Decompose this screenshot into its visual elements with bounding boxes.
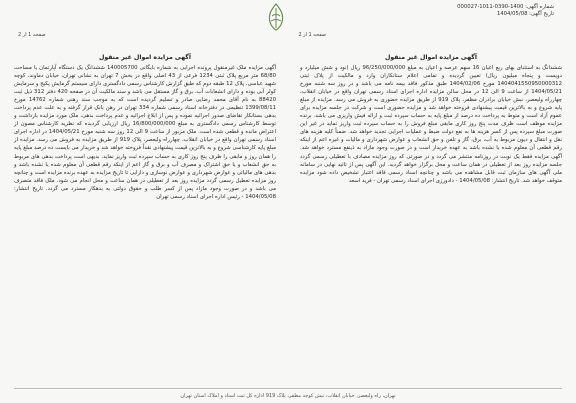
notice-number-row: شماره آگهی: 1400-0390-1011-000027 bbox=[457, 4, 554, 10]
notice-meta bbox=[457, 4, 554, 19]
notice-column-right bbox=[300, 54, 562, 378]
notice-body-left: آگهی مزایده ملک غیرمنقول پرونده اجرایی به شماره بایگانی 140005700 ششدانگ یک دستگاه آپارتمان با مساحت 68/80 متر مربع پلاک ثبتی 1234 فرعی از 43 اصلی واقع در بخش 7 تهران به نشانی تهران، خیابان دماوند، کوچه شهید عباسی، پلاک 12 طبقه دوم که طبق گزارش کارشناس رسمی دادگستری دارای سیستم گرمایش پکیج و سرمایش کولر آبی بوده و دارای انشعابات آب، برق و گاز مستقل می باشد و سند مالکیت آن در صفحه 420 دفتر 312 ذیل ثبت 88420 به نام آقای محمد رضایی صادر و تسلیم گردیده است که به موجب سند رهنی شماره 14762 مورخ 1399/08/11 تنظیمی در دفترخانه اسناد رسمی شماره 334 تهران در رهن بانک قرار گرفته و به علت عدم پرداخت بدهی بستانکار تقاضای صدور اجرائیه نموده و پس از ابلاغ اجرائیه و عدم پرداخت بدهی، ملک مورد مزایده بازداشت و توسط کارشناس رسمی دادگستری به مبلغ 16/800/000/000 ریال ارزیابی گردیده که نظریه کارشناس مصون از اعتراض مانده و قطعی شده است. ملک مزبور از ساعت 9 الی 12 روز سه شنبه مورخ 1404/05/21 در اداره اجرای اسناد رسمی تهران واقع در خیابان انقلاب، چهارراه ولیعصر، پلاک 919 از طریق مزایده به فروش می رسد. مزایده از مبلغ پایه کارشناسی شروع و به بالاترین قیمت پیشنهادی نقداً فروخته خواهد شد و خریدار می بایست ده درصد مبلغ پایه را همان روز و مابقی را ظرف پنج روز کاری به حساب سپرده ثبت واریز نماید. بدیهی است پرداخت بدهی های مربوط به حق انشعاب و یا حق اشتراک و مصرف آب و برق و گاز اعم از اینکه رقم قطعی آن معلوم شده یا نشده باشد و بدهی های مالیاتی و عوارض شهرداری و عوارض نوسازی و دارایی تا تاریخ مزایده به عهده برنده مزایده است و چنانچه روز مزایده تعطیل رسمی گردد مزایده روز بعد از تعطیلی در همان ساعت و محل انجام می شود. ملک فاقد متصرف می باشد و در صورت وجود مازاد پس از کسر طلب و حقوق دولتی به بدهکار مسترد می گردد. تاریخ انتشار: 1404/05/08 - رئیس اداره اجرای اسناد رسمی تهران bbox=[14, 65, 277, 200]
notice-date-row: تاریخ آگهی: 1404/05/08 bbox=[496, 11, 554, 18]
page-indicator-right: صفحه 1 از 2 bbox=[298, 32, 326, 38]
page-indicator-left: صفحه 1 از 2 bbox=[18, 32, 46, 38]
notice-number-value: 1400-0390-1011-000027 bbox=[457, 4, 524, 10]
notice-title-right: آگهی مزایده اموال غیر منقول bbox=[384, 54, 477, 61]
emblem-icon bbox=[262, 2, 290, 32]
notice-column-left bbox=[14, 54, 276, 378]
notice-date-value: 1404/05/08 bbox=[496, 11, 528, 18]
notice-title-left: آگهی مزایده اموال غیر منقول bbox=[98, 54, 191, 61]
notice-date-label: تاریخ آگهی bbox=[530, 11, 554, 18]
notice-number-label: شماره آگهی bbox=[527, 4, 554, 10]
footer-address: تهران، راه ولیعصر، خیابان انقلاب، نبش کوچه مظفر، پلاک 919 اداره کل ثبت اسناد و املاک استان تهران bbox=[180, 393, 396, 399]
notice-body-right: ششدانگ به استثنای بهای ربع اعیان 16 سهم عرصه و اعیان به مبلغ 96/250/000/000 ریال (نود و شش میلیارد و دویست و پنجاه میلیون ریال) تعیین گردیده و تمامی اعلام ستانکاران وارد و مالکیت از پلاک ثبتی 1404041550950000312 مورخ 1404/02/06 طبق مذکور فاقد بیمه نامه می باشد و در روز سه شنبه مورخ 1404/05/21 از ساعت 9 الی 12 در محل سالن مزایده اداره اجرای اسناد رسمی تهران واقع در خیابان انقلاب، چهارراه ولیعصر، نبش خیابان برادران مظفر، پلاک 919 از طریق مزایده حضوری به فروش می رسد. مزایده از مبلغ پایه شروع و به بالاترین قیمت پیشنهادی فروخته خواهد شد و مزایده حضوری است و شرکت در جلسه مزایده برای عموم آزاد است و منوط به پرداخت ده درصد از مبلغ پایه به حساب سپرده ثبت و ارائه فیش واریزی می باشد. برنده مزایده موظف است ظرف مدت پنج روز کاری مابقی مبلغ فروش را به حساب سپرده ثبت واریز نماید در غیر این صورت مبلغ سپرده پس از کسر هزینه ها به نفع دولت ضبط و عملیات اجرایی تجدید خواهد شد. ضمناً کلیه هزینه های نقل و انتقال و دیون مربوط به آب، برق، گاز و تلفن و حق انشعاب و عوارض شهرداری و مالیات و غیره اعم از اینکه رقم قطعی آن معلوم شده یا نشده باشد به عهده خریدار است و در صورت وجود مازاد به ذینفع مسترد خواهد شد. آگهی مزایده فقط یک نوبت در روزنامه منتشر می گردد و در صورتی که روز مزایده مصادف با تعطیلی رسمی گردد جلسه مزایده روز بعد از تعطیلی در همان ساعت و محل برگزار خواهد گردید. این آگهی پس از تائید نهایی در سامانه ملی آگهی های سازمان ثبت قابل مشاهده می باشد و چنانچه اسناد رسمی فاقد اعتبار تشخیص داده شود مزایده متوقف خواهد شد. تاریخ انتشار: 1404/05/08 - دادورزی اجرای اسناد رسمی تهران - فرید اسعد bbox=[300, 65, 563, 184]
header bbox=[0, 0, 576, 40]
footer-divider bbox=[14, 388, 562, 389]
